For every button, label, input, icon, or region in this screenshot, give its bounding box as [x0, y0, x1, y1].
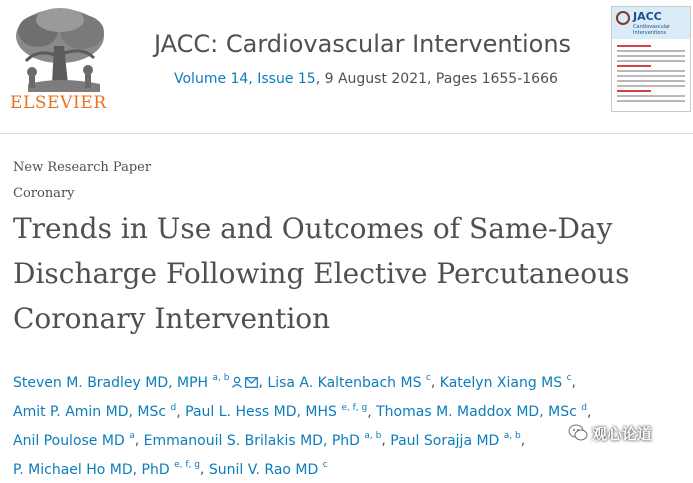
author-separator: ,: [381, 432, 391, 449]
author-link[interactable]: [376, 404, 587, 420]
author-separator: ,: [176, 404, 186, 421]
wechat-watermark: [568, 419, 693, 447]
header-divider: [0, 133, 693, 134]
author-separator: ,: [520, 432, 526, 449]
author-separator: ,: [367, 404, 377, 421]
author-separator: ,: [199, 461, 209, 478]
author-separator: ,: [134, 432, 144, 449]
affiliation-marker: a, b: [503, 431, 521, 442]
cover-contents-lines: [617, 45, 685, 105]
author-separator: ,: [571, 374, 576, 391]
author-link[interactable]: [185, 404, 367, 420]
publisher-name[interactable]: ELSEVIER: [10, 93, 107, 113]
affiliation-marker: e, f, g: [341, 402, 368, 413]
author-name: Sunil V. Rao MD: [208, 461, 319, 478]
article-type: New Research Paper: [13, 160, 152, 175]
journal-title[interactable]: JACC: Cardiovascular Interventions: [154, 30, 572, 58]
wechat-icon: [568, 423, 588, 443]
author-name: Paul Sorajja MD: [390, 432, 500, 449]
cover-subtitle: [633, 24, 670, 36]
affiliation-marker: c: [425, 373, 431, 383]
author-link[interactable]: [13, 459, 200, 478]
author-name: P. Michael Ho MD, PhD: [13, 461, 170, 478]
author-link[interactable]: [13, 433, 135, 449]
affiliation-marker: d: [581, 402, 587, 413]
article-title: Trends in Use and Outcomes of Same-Day Discharge Following Elective Percutaneous Coronary Intervention: [13, 212, 630, 335]
tree-icon: [8, 6, 112, 94]
author-name: Paul L. Hess MD, MHS: [185, 404, 337, 421]
affiliation-marker: a, b: [212, 373, 230, 383]
author-separator: ,: [258, 374, 268, 391]
author-link[interactable]: [208, 459, 328, 478]
issue-info: [174, 71, 558, 87]
author-name: Emmanouil S. Brilakis MD, PhD: [143, 432, 360, 449]
author-separator: ,: [430, 374, 440, 391]
issue-date-pages: , 9 August 2021, Pages 1655-1666: [315, 71, 558, 87]
cover-subtitle-1: Cardiovascular: [633, 24, 671, 30]
article-section: Coronary: [13, 186, 75, 201]
cover-subtitle-2: Interventions: [633, 30, 667, 36]
watermark-text: 观心论道: [592, 424, 653, 443]
author-link[interactable]: [440, 375, 572, 391]
email-icon[interactable]: [245, 372, 258, 397]
affiliation-marker: c: [322, 459, 328, 470]
author-link[interactable]: [390, 433, 520, 449]
journal-cover-thumbnail[interactable]: [611, 6, 691, 112]
author-separator: ,: [586, 404, 592, 421]
author-name: Steven M. Bradley MD, MPH: [13, 374, 209, 391]
affiliation-marker: e, f, g: [174, 459, 200, 470]
cover-title: JACC: [633, 10, 662, 23]
author-link[interactable]: [13, 375, 258, 391]
volume-issue-link[interactable]: Volume 14, Issue 15: [174, 71, 316, 87]
author-name: Lisa A. Kaltenbach MS: [267, 374, 422, 391]
author-name: Anil Poulose MD: [13, 432, 125, 449]
author-name: Thomas M. Maddox MD, MSc: [376, 404, 577, 421]
author-link[interactable]: [13, 404, 176, 420]
affiliation-marker: a, b: [364, 431, 382, 442]
page-header: [0, 0, 693, 130]
affiliation-marker: d: [170, 402, 177, 413]
affiliation-marker: a: [129, 431, 135, 442]
affiliation-marker: c: [566, 373, 572, 383]
author-link[interactable]: [144, 433, 382, 449]
author-name: Amit P. Amin MD, MSc: [13, 404, 167, 421]
person-icon[interactable]: [231, 372, 243, 397]
seal-icon: [616, 11, 630, 25]
author-name: Katelyn Xiang MS: [439, 374, 563, 391]
author-link[interactable]: [267, 375, 430, 391]
